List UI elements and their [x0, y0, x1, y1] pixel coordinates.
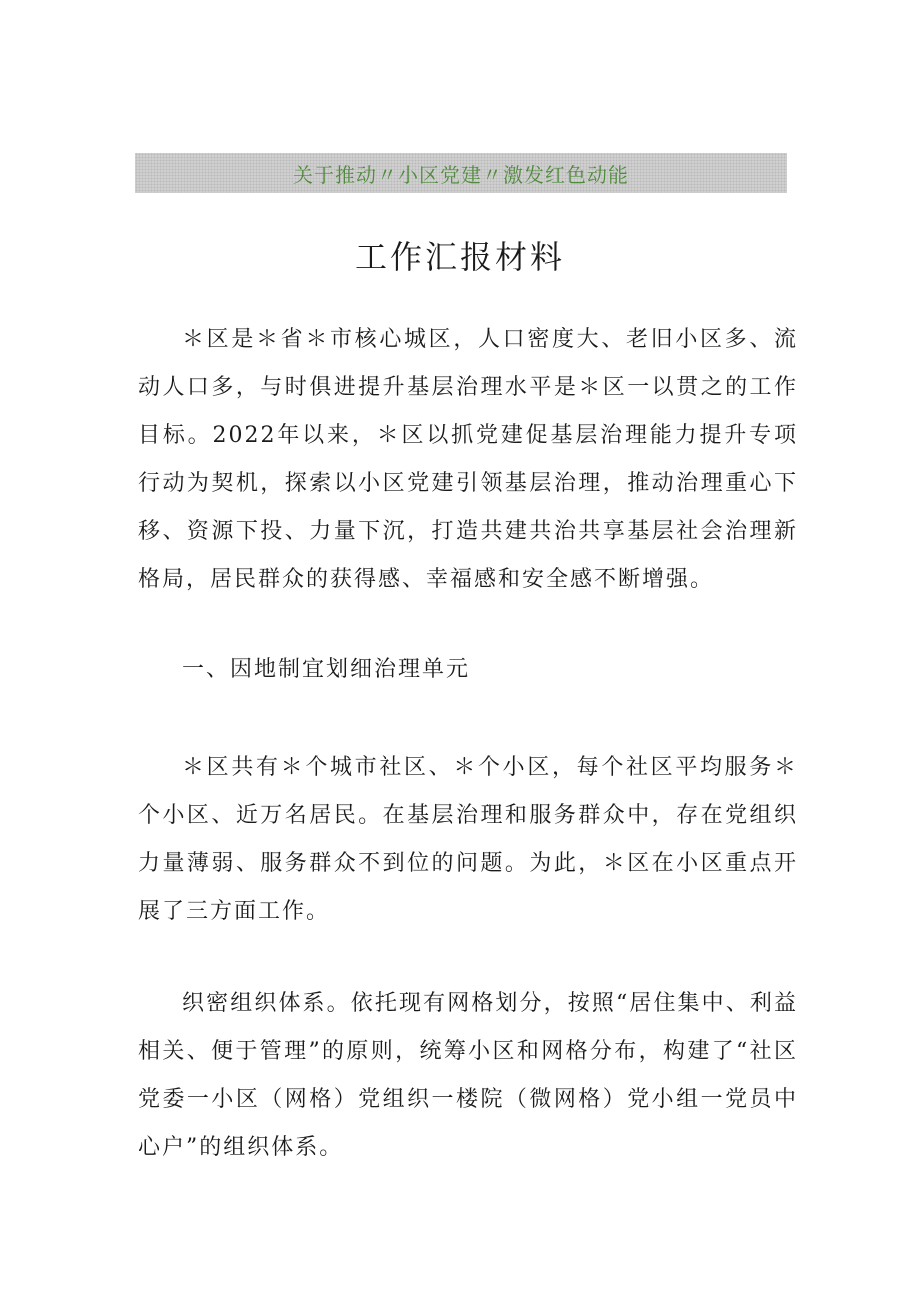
body-paragraph: 织密组织体系。依托现有网格划分，按照“居住集中、利益相关、便于管理”的原则，统筹小区和网格分布，构建了“社区党委一小区（网格）党组织一楼院（微网格）党小组一党员中心户”的组织体系。 — [138, 991, 798, 1160]
section-heading: 一、因地制宜划细治理单元 — [182, 657, 471, 682]
document-title: 工作汇报材料 — [354, 238, 565, 276]
banner-title: 关于推动〃小区党建〃激发红色动能 — [293, 162, 629, 187]
title-banner — [135, 153, 787, 193]
body-paragraph: ＊区共有＊个城市社区、＊个小区，每个社区平均服务＊个小区、近万名居民。在基层治理和服务群众中，存在党组织力量薄弱、服务群众不到位的问题。为此，＊区在小区重点开展了三方面工作。 — [138, 755, 798, 924]
intro-paragraph: ＊区是＊省＊市核心城区，人口密度大、老旧小区多、流动人口多，与时俱进提升基层治理水平是＊区一以贯之的工作目标。2022年以来，＊区以抓党建促基层治理能力提升专项行动为契机，探索以小区党建引领基层治理，推动治理重心下移、资源下投、力量下沉，打造共建共治共享基层社会治理新格局，居民群众的获得感、幸福感和安全感不断增强。 — [138, 327, 798, 592]
